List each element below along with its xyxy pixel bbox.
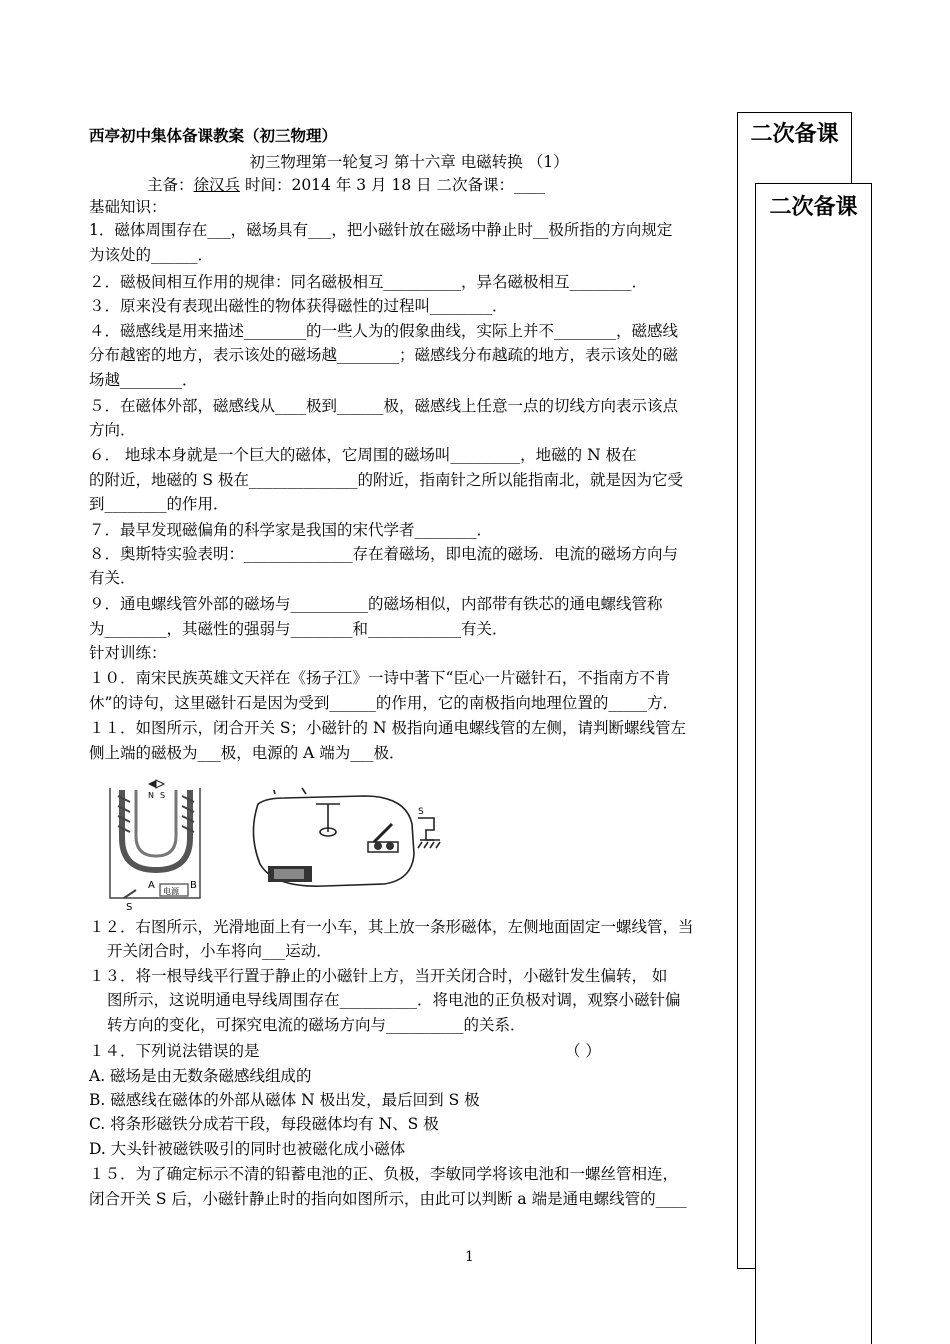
question-line: 场越________． [89, 371, 198, 389]
question-line: 分布越密的地方，表示该处的磁场越________；磁感线分布越疏的地方，表示该处的磁 [89, 346, 679, 364]
choice-b: B. 磁感线在磁体的外部从磁体 N 极出发，最后回到 S 极 [89, 1091, 480, 1109]
question-line: １２．右图所示，光滑地面上有一小车，其上放一条形磁体，左侧地面固定一螺线管，当 [89, 918, 694, 936]
question-line: ３．原来没有表现出磁性的物体获得磁性的过程叫________． [89, 297, 508, 315]
lesson-subtitle: 初三物理第一轮复习 第十六章 电磁转换 （1） [249, 153, 569, 171]
question-line: 转方向的变化，可探究电流的磁场方向与__________的关系． [107, 1016, 526, 1034]
question-line: 为该处的______． [89, 246, 214, 264]
figure1-label-s-top: S [160, 791, 166, 800]
question-line: １０．南宋民族英雄文天祥在《扬子江》一诗中著下“臣心一片磁针石，不指南方不肯 [89, 669, 671, 687]
choice-a: A. 磁场是由无数条磁感线组成的 [89, 1067, 312, 1085]
question-line: ２．磁极间相互作用的规律：同名磁极相互__________，异名磁极相互________． [89, 273, 648, 291]
question-line: ８．奥斯特实验表明：______________存在着磁场，即电流的磁场．电流的磁场方向与 [89, 545, 679, 563]
choice-d: D. 大头针被磁铁吸引的同时也被磁化成小磁体 [89, 1140, 406, 1158]
secondary-prep-title-1: 二次备课 [750, 122, 839, 147]
section-training: 针对训练： [89, 644, 167, 662]
question-line: 休”的诗句，这里磁针石是因为受到______的作用，它的南极指向地理位置的_____方． [89, 694, 679, 712]
question-line: １５．为了确定标示不清的铅蓄电池的正、负极，李敏同学将该电池和一螺丝管相连， [89, 1165, 679, 1183]
meta-rest: 时间：2014 年 3 月 18 日 二次备课：____ [240, 176, 546, 194]
question-line: 开关闭合时，小车将向___运动． [107, 942, 332, 960]
question-line: 1．磁体周围存在___，磁场具有___，把小磁针放在磁场中静止时__极所指的方向规定 [89, 221, 673, 239]
question-line: １３．将一根导线平行置于静止的小磁针上方，当开关闭合时，小磁针发生偏转， 如 [89, 967, 668, 985]
choice-c: C. 将条形磁铁分成若干段，每段磁体均有 N、S 极 [89, 1115, 439, 1133]
question-line: ５．在磁体外部，磁感线从____极到______极，磁感线上任意一点的切线方向表示该点 [89, 397, 679, 415]
school-heading: 西亭初中集体备课教案（初三物理） [89, 126, 338, 145]
figure1-label-n: N [148, 791, 154, 800]
figure1-switch-label: S [126, 902, 133, 912]
secondary-prep-title-2: 二次备课 [769, 195, 858, 220]
figure1-label-a: A [148, 880, 155, 891]
page-number: 1 [465, 1249, 474, 1265]
answer-bracket: （ ） [565, 1042, 601, 1060]
question-line: ４．磁感线是用来描述________的一些人为的假象曲线，实际上并不________，磁感线 [89, 322, 679, 340]
secondary-prep-box-2 [755, 183, 872, 1344]
question-line: 为________，其磁性的强弱与________和____________有关． [89, 620, 508, 638]
figure1-power-label: 电源 [163, 887, 179, 896]
question-line: １１．如图所示，闭合开关 S；小磁针的 N 极指向通电螺线管的左侧，请判断螺线管左 [89, 719, 686, 737]
author-name: 徐汉兵 [193, 176, 241, 194]
figure2-switch-label: S [418, 807, 424, 817]
question-line: ６． 地球本身就是一个巨大的磁体，它周围的磁场叫_________，地磁的 N 极在 [89, 446, 637, 464]
meta-line [147, 175, 545, 195]
question-line: 的附近，地磁的 S 极在______________的附近，指南针之所以能指南北，就是因为它受 [89, 471, 683, 489]
question-line: 有关． [89, 569, 136, 587]
question-line: ９．通电螺线管外部的磁场与__________的磁场相似，内部带有铁芯的通电螺线管称 [89, 595, 663, 613]
section-basic-knowledge: 基础知识： [89, 198, 167, 216]
question-line: ７．最早发现磁偏角的科学家是我国的宋代学者________． [89, 521, 493, 539]
question-line: １４．下列说法错误的是 [89, 1042, 260, 1060]
question-line: 方向． [89, 421, 136, 439]
question-line: 闭合开关 S 后，小磁针静止时的指向如图所示，由此可以判断 a 端是通电螺线管的____ [89, 1190, 687, 1208]
electromagnet-circuit-figure [100, 778, 212, 912]
question-line: 侧上端的磁极为___极，电源的 A 端为___极． [89, 744, 405, 762]
question-line: 图所示，这说明通电导线周围存在__________．将电池的正负极对调，观察小磁针偏 [107, 991, 681, 1009]
cart-solenoid-figure [244, 784, 444, 894]
figure1-label-b: B [190, 880, 197, 891]
meta-prefix: 主备： [147, 176, 194, 194]
question-line: 到________的作用． [89, 495, 229, 513]
